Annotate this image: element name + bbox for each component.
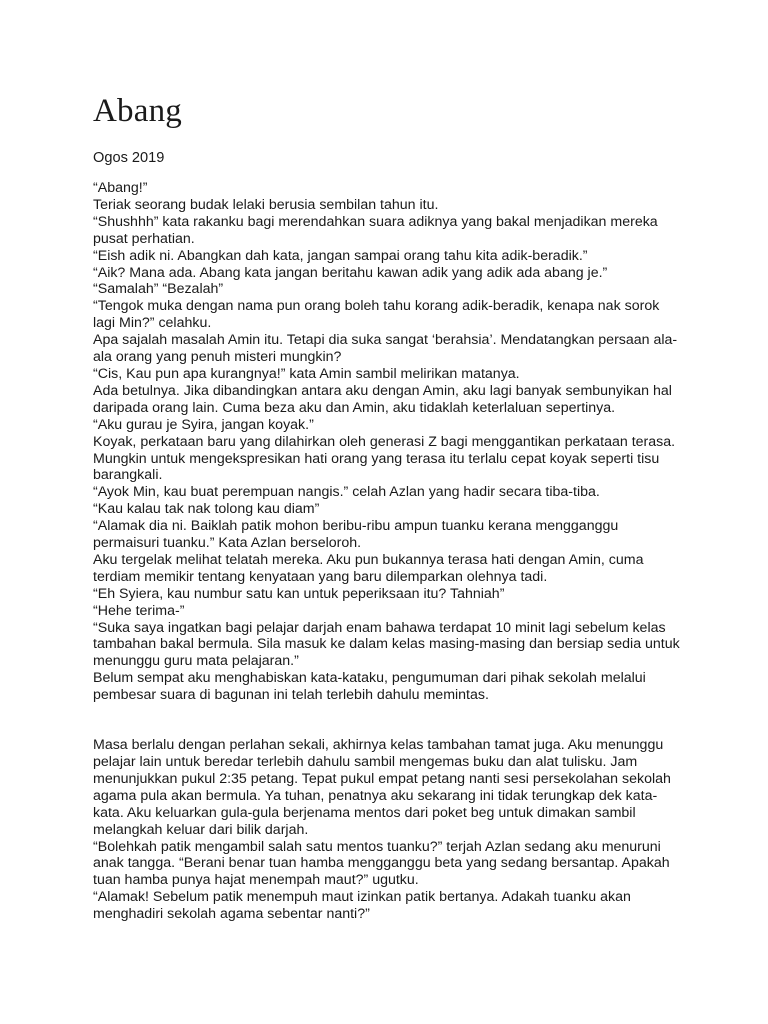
document-date: Ogos 2019 xyxy=(93,150,165,166)
paragraph: “Alamak! Sebelum patik menempuh maut izinkan patik bertanya. Adakah tuanku akan menghadiri sekolah agama sebentar nanti?” xyxy=(93,889,631,923)
paragraph: Ada betulnya. Jika dibandingkan antara aku dengan Amin, aku lagi banyak sembunyikan hal daripada orang lain. Cuma beza aku dan Amin, aku tidaklah keterlaluan sepertinya. xyxy=(93,382,672,416)
paragraph: “Cis, Kau pun apa kurangnya!” kata Amin sambil melirikan matanya. xyxy=(93,365,520,382)
paragraph: “Tengok muka dengan nama pun orang boleh tahu korang adik-beradik, kenapa nak sorok lagi Min?” celahku. xyxy=(93,298,660,332)
paragraph: “Kau kalau tak nak tolong kau diam” xyxy=(93,501,320,518)
paragraph: “Eish adik ni. Abangkan dah kata, jangan sampai orang tahu kita adik-beradik.” xyxy=(93,247,588,264)
paragraph: Teriak seorang budak lelaki berusia sembilan tahun itu. xyxy=(93,196,439,213)
paragraph: “Suka saya ingatkan bagi pelajar darjah enam bahawa terdapat 10 minit lagi sebelum kelas tambahan bakal bermula. Sila masuk ke dalam kelas masing-masing dan bersiap sedia untuk menunggu guru mata pelajaran.” xyxy=(93,619,680,670)
paragraph: Belum sempat aku menghabiskan kata-kataku, pengumuman dari pihak sekolah melalui pembesar suara di bagunan ini telah terlebih dahulu memintas. xyxy=(93,670,646,704)
paragraph: Apa sajalah masalah Amin itu. Tetapi dia suka sangat ‘berahsia’. Mendatangkan persaan ala-ala orang yang penuh misteri mungkin? xyxy=(93,332,678,366)
paragraph: “Ayok Min, kau buat perempuan nangis.” celah Azlan yang hadir secara tiba-tiba. xyxy=(93,484,600,501)
paragraph: “Samalah” “Bezalah” xyxy=(93,281,224,298)
section-one xyxy=(93,180,683,704)
paragraph: “Alamak dia ni. Baiklah patik mohon beribu-ribu ampun tuanku kerana mengganggu permaisuri tuanku.” Kata Azlan berseloroh. xyxy=(93,518,619,552)
document-title: Abang xyxy=(93,93,182,129)
paragraph: “Shushhh” kata rakanku bagi merendahkan suara adiknya yang bakal menjadikan mereka pusat perhatian. xyxy=(93,213,658,247)
paragraph: “Aik? Mana ada. Abang kata jangan beritahu kawan adik yang adik ada abang je.” xyxy=(93,264,608,281)
paragraph: Masa berlalu dengan perlahan sekali, akhirnya kelas tambahan tamat juga. Aku menunggu pelajar lain untuk beredar terlebih dahulu sambil mengemas buku dan alat tulisku. Jam menunjukkan pukul 2:35 petang. Tepat pukul empat petang nanti sesi persekolahan sekolah agama pula akan bermula. Ya tuhan, penatnya aku sekarang ini tidak terungkap dek kata-kata. Aku keluarkan gula-gula berjenama mentos dari poket beg untuk dimakan sambil melangkah keluar dari bilik darjah. xyxy=(93,737,671,838)
paragraph: “Abang!” xyxy=(93,180,148,196)
paragraph: “Eh Syiera, kau numbur satu kan untuk peperiksaan itu? Tahniah” xyxy=(93,585,505,602)
paragraph: “Hehe terima-” xyxy=(93,602,185,619)
paragraph: “Bolehkah patik mengambil salah satu mentos tuanku?” terjah Azlan sedang aku menuruni anak tangga. “Berani benar tuan hamba mengganggu beta yang sedang bersantap. Apakah tuan hamba punya hajat menempah maut?” ugutku. xyxy=(93,838,670,889)
paragraph: Aku tergelak melihat telatah mereka. Aku pun bukannya terasa hati dengan Amin, cuma terdiam memikir tentang kenyataan yang baru dilemparkan olehnya tadi. xyxy=(93,551,644,585)
section-two xyxy=(93,737,683,923)
paragraph: “Aku gurau je Syira, jangan koyak.” xyxy=(93,416,314,433)
section-gap xyxy=(93,704,683,737)
paragraph: Koyak, perkataan baru yang dilahirkan oleh generasi Z bagi menggantikan perkataan terasa. Mungkin untuk mengekspresikan hati orang yang terasa itu terlalu cepat koyak seperti tisu barangkali. xyxy=(93,433,676,484)
document-page xyxy=(93,92,683,923)
